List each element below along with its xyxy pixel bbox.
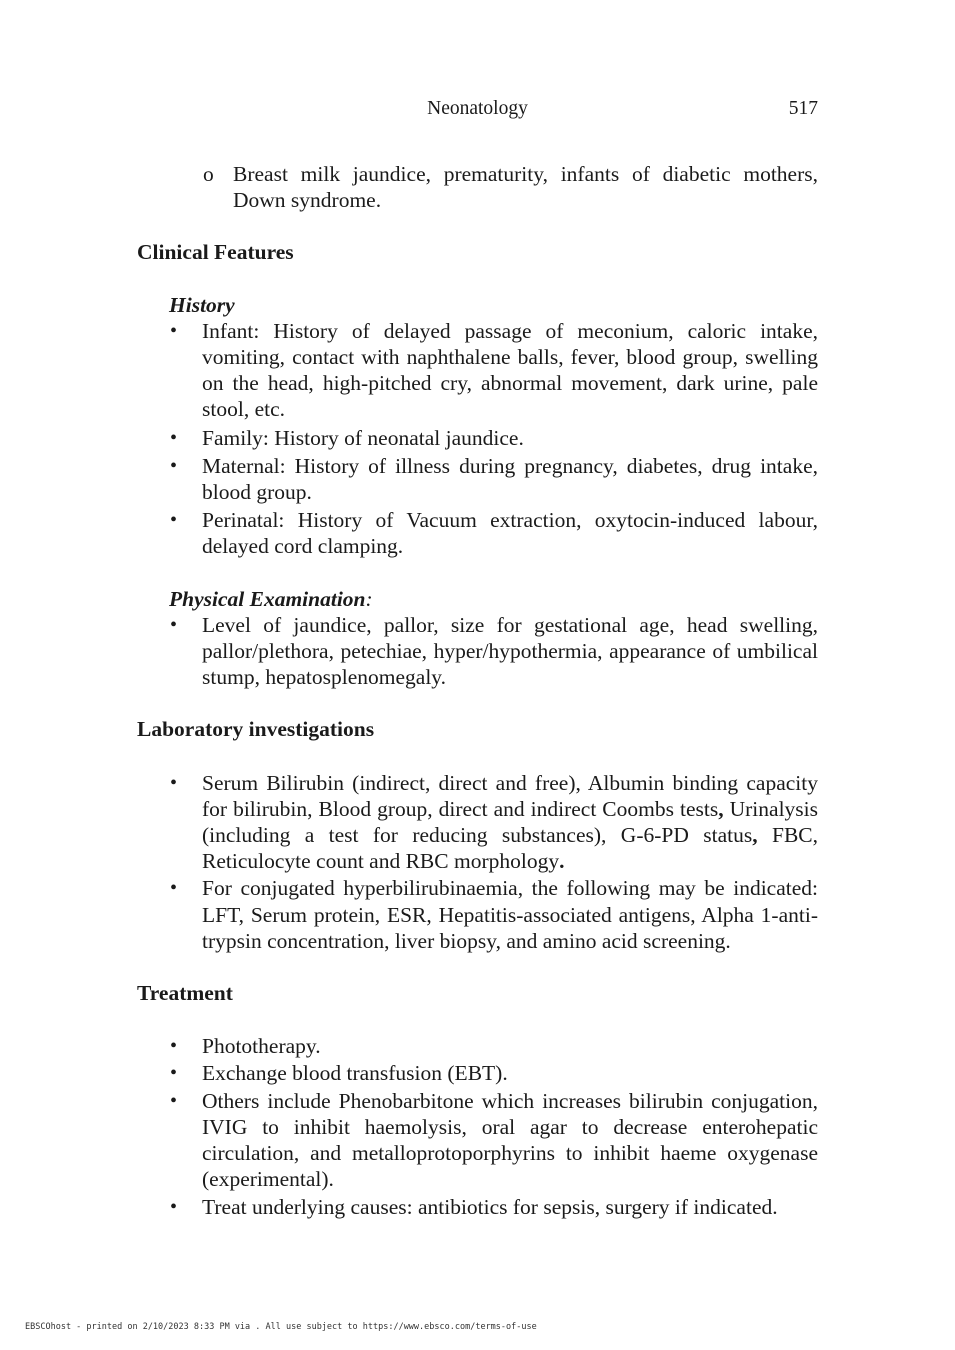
- lab-bold-comma-1: ,: [718, 796, 724, 821]
- print-footer: EBSCOhost - printed on 2/10/2023 8:33 PM via . All use subject to https://www.ebsco.com/terms-of-use: [25, 1322, 537, 1332]
- list-item-text: Others include Phenobarbitone which increases bilirubin conjugation, IVIG to inhibit haemolysis, oral agar to decrease enterohepatic circulation, and metalloprotoporphyrins to inhibit haeme oxygenase (experimental).: [202, 1088, 818, 1192]
- bullet-icon: •: [170, 454, 178, 477]
- bullet-icon: •: [170, 1195, 178, 1218]
- subheading-colon: :: [365, 586, 373, 611]
- bullet-icon: •: [170, 1035, 178, 1058]
- lab-bold-comma-2: ,: [752, 823, 758, 848]
- list-item-text: Breast milk jaundice, prematurity, infants of diabetic mothers, Down syndrome.: [233, 162, 818, 213]
- bullet-icon: •: [170, 1089, 178, 1112]
- list-item-text: [202, 771, 818, 874]
- list-item: [170, 1088, 818, 1193]
- bullet-icon: •: [170, 771, 178, 794]
- list-item-text: Treat underlying causes: antibiotics for sepsis, surgery if indicated.: [202, 1194, 778, 1219]
- physical-examination-list: [170, 612, 818, 691]
- subheading-history-text: History: [169, 292, 235, 317]
- bullet-icon: •: [170, 613, 178, 636]
- bullet-icon: •: [170, 1062, 178, 1085]
- lab-text-part-2: Urinalysis (including a test for reducing substances), G-6-PD status: [202, 796, 819, 848]
- section-heading-laboratory: Laboratory investigations: [137, 717, 375, 742]
- running-title: Neonatology: [427, 98, 528, 119]
- subheading-history: [169, 292, 818, 318]
- list-item: [170, 425, 818, 451]
- list-item-text: Infant: History of delayed passage of meconium, caloric intake, vomiting, contact with naphthalene balls, fever, blood group, swelling on the head, high-pitched cry, abnormal movement, dark urine, pale stool, etc.: [202, 318, 818, 422]
- running-header: [137, 96, 818, 122]
- list-item: [170, 318, 818, 423]
- list-item: [170, 612, 818, 691]
- list-item-text: Phototherapy.: [202, 1034, 321, 1059]
- laboratory-list: [170, 770, 819, 954]
- history-list: [170, 318, 818, 560]
- list-item-text: Perinatal: History of Vacuum extraction, oxytocin-induced labour, delayed cord clamping.: [202, 508, 818, 559]
- bullet-icon: •: [170, 319, 178, 342]
- list-item-text: Maternal: History of illness during pregnancy, diabetes, drug intake, blood group.: [202, 453, 818, 505]
- bullet-icon: •: [170, 509, 178, 532]
- intro-list: [203, 161, 818, 213]
- bullet-icon: •: [170, 877, 178, 900]
- list-item-text: Exchange blood transfusion (EBT).: [202, 1061, 508, 1086]
- list-item: [170, 1033, 818, 1059]
- list-item-text: Family: History of neonatal jaundice.: [202, 425, 524, 450]
- list-item: [170, 507, 818, 559]
- list-item: [170, 875, 818, 954]
- list-item: [170, 1194, 818, 1220]
- subheading-physical-examination: [169, 586, 818, 612]
- list-item: [203, 161, 818, 213]
- lab-text-part-1: Serum Bilirubin (indirect, direct and free), Albumin binding capacity for bilirubin, Blood group, direct and indirect Coombs tests: [202, 770, 818, 821]
- lab-text-part-3: FBC, Reticulocyte count and RBC morphology: [202, 823, 818, 874]
- list-item-text: For conjugated hyperbilirubinaemia, the following may be indicated: LFT, Serum protein, ESR, Hepatitis-associated antigens, Alpha 1-anti-trypsin concentration, liver biopsy, and amino acid screening.: [202, 876, 818, 953]
- page-number: 517: [788, 98, 818, 119]
- list-item: [170, 770, 819, 875]
- section-heading-treatment: Treatment: [137, 981, 233, 1006]
- section-heading-clinical-features: Clinical Features: [137, 240, 294, 265]
- circle-bullet-icon: o: [203, 162, 214, 186]
- list-item: [170, 453, 818, 505]
- treatment-list: [170, 1033, 818, 1219]
- subheading-physical-examination-text: Physical Examination: [169, 586, 366, 611]
- list-item-text: Level of jaundice, pallor, size for gestational age, head swelling, pallor/plethora, petechiae, hyper/hypothermia, appearance of umbilical stump, hepatosplenomegaly.: [202, 612, 818, 690]
- list-item: [170, 1060, 818, 1086]
- bullet-icon: •: [170, 426, 178, 449]
- lab-bold-period: .: [559, 849, 565, 874]
- body-text: [137, 161, 818, 1220]
